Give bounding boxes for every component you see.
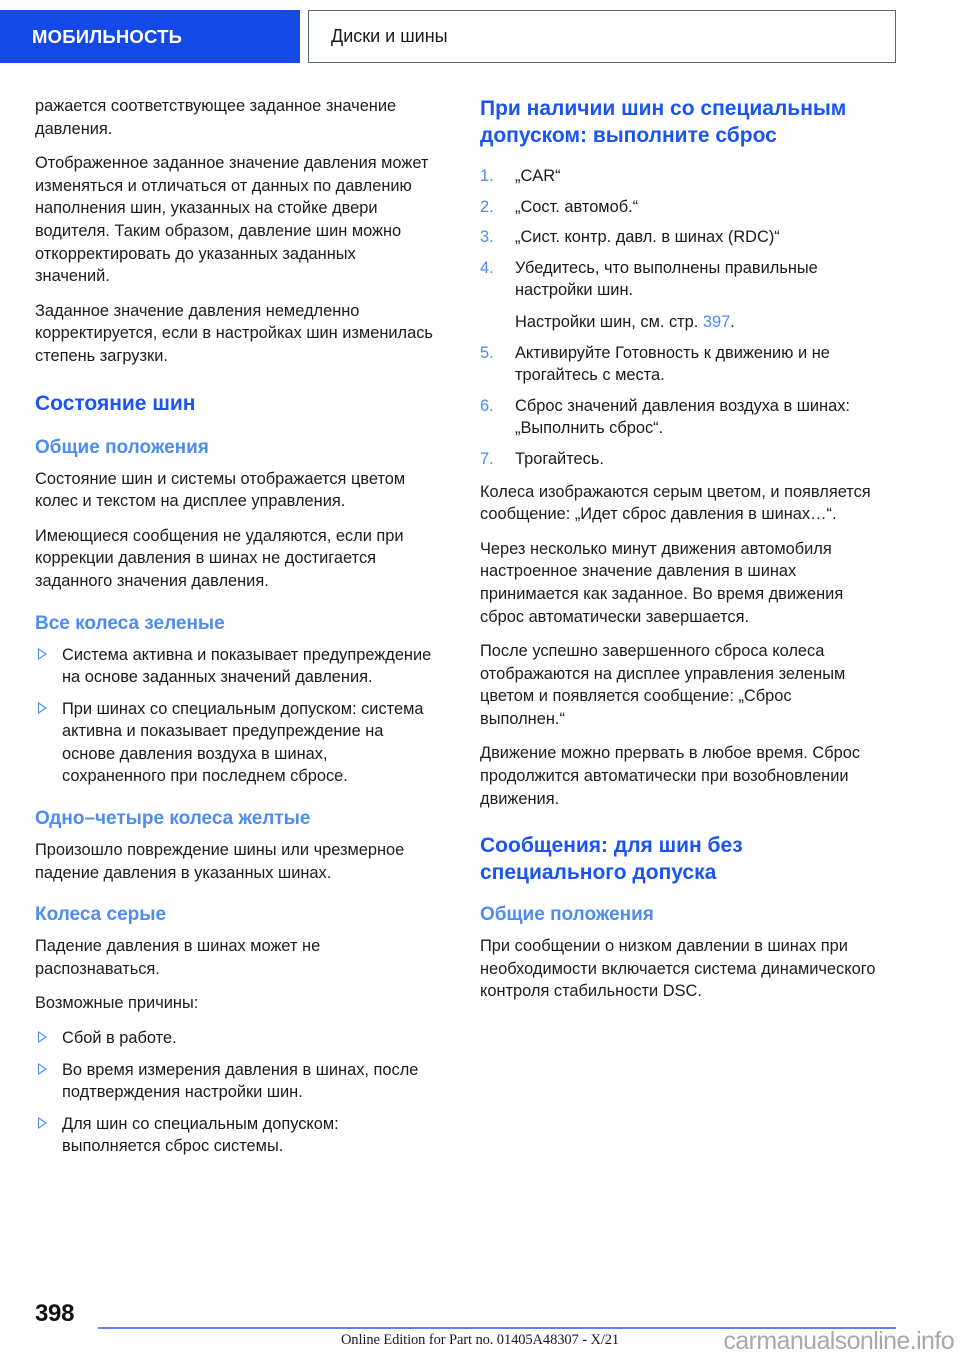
site-watermark: carmanualsonline.info xyxy=(723,1327,954,1355)
heading-tire-state: Состояние шин xyxy=(35,391,196,415)
bullet-list-green xyxy=(35,644,435,789)
paragraph-possible-causes: Возможные причины: xyxy=(35,994,199,1013)
section-label: Диски и шины xyxy=(331,26,448,46)
list-item xyxy=(480,342,880,387)
heading-special-approval-reset: При наличии шин со специальным допуском: выполните сброс xyxy=(480,97,847,147)
step-number: 7. xyxy=(480,449,494,468)
paragraph-state-display: Состояние шин и системы отображается цветом колес и текстом на дисплее управления. xyxy=(35,469,406,511)
step-number: 4. xyxy=(480,258,494,277)
page-header xyxy=(0,10,896,63)
list-item-text: Во время измерения давления в шинах, после подтверждения настройки шин. xyxy=(62,1060,419,1102)
list-item xyxy=(480,196,880,219)
numbered-step-list xyxy=(480,165,880,471)
crossreference-suffix: . xyxy=(730,312,735,331)
paragraph-interrupt-drive: Движение можно прервать в любое время. Сброс продолжится автоматически при возобновлении движения. xyxy=(480,744,861,808)
triangle-bullet-icon xyxy=(38,648,47,660)
heading-wheels-yellow: Одно–четыре колеса желтые xyxy=(35,808,311,830)
triangle-bullet-icon xyxy=(38,702,47,714)
triangle-bullet-icon xyxy=(38,1063,47,1075)
paragraph-reset-success: После успешно завершенного сброса колеса отображаются на дисплее управления зеленым цветом и появляется сообщение: „Сброс выполнен.“ xyxy=(480,642,846,728)
list-item xyxy=(480,165,880,188)
heading-general-left: Общие положения xyxy=(35,436,209,458)
list-item xyxy=(35,698,435,788)
step-text: „Сост. автомоб.“ xyxy=(515,197,639,216)
step-text: „CAR“ xyxy=(515,167,561,185)
paragraph-after-minutes-driving: Через несколько минут движения автомобиля настроенное значение давления в шинах принимается как заданное. Во время движения сброс автоматически завершается. xyxy=(480,539,844,626)
crossreference-prefix: Настройки шин, см. стр. xyxy=(515,312,703,331)
paragraph-pressure-drop-undetected: Падение давления в шинах может не распознаваться. xyxy=(35,937,321,978)
triangle-bullet-icon xyxy=(38,1117,47,1129)
list-item xyxy=(480,226,880,249)
step-number: 1. xyxy=(480,167,494,185)
right-column xyxy=(480,95,880,1015)
list-item xyxy=(480,257,880,334)
list-item xyxy=(35,1113,435,1158)
triangle-bullet-icon xyxy=(38,1031,47,1043)
list-item-text: Сбой в работе. xyxy=(62,1029,177,1048)
paragraph-messages-not-deleted: Имеющиеся сообщения не удаляются, если при коррекции давления в шинах не достигается заданного значения давления. xyxy=(35,526,404,590)
left-column xyxy=(35,95,435,1168)
list-item xyxy=(480,395,880,440)
heading-general-right: Общие положения xyxy=(480,904,654,926)
step-text: Трогайтесь. xyxy=(515,449,604,468)
step-number: 5. xyxy=(480,343,494,362)
step-crossreference xyxy=(515,311,880,334)
page-footer xyxy=(0,1294,960,1362)
step-number: 3. xyxy=(480,228,494,247)
paragraph-setpoint-correction: Заданное значение давления немедленно корректируется, если в настройках шин изменилась степень загрузки. xyxy=(35,301,433,365)
section-tab xyxy=(308,10,896,63)
list-item xyxy=(35,644,435,689)
header-gap xyxy=(300,10,308,63)
step-text: Активируйте Готовность к движению и не трогайтесь с места. xyxy=(515,343,830,385)
heading-all-wheels-green: Все колеса зеленые xyxy=(35,612,225,634)
list-item-text: Для шин со специальным допуском: выполняется сброс системы. xyxy=(62,1114,339,1156)
list-item xyxy=(35,1027,435,1050)
paragraph-continued: ражается соответствующее заданное значение давления. xyxy=(35,97,397,138)
heading-messages-without-approval: Сообщения: для шин без специального допуска xyxy=(480,834,743,885)
step-text: „Сист. контр. давл. в шинах (RDC)“ xyxy=(515,228,780,247)
paragraph-displayed-setpoint: Отображенное заданное значение давления может изменяться и отличаться от данных по давлению наполнения шин, указанных на стойке двери водителя. Таким образом, давление шин можно откорректировать до указанных заданных значений. xyxy=(35,154,429,286)
edition-notice: Online Edition for Part no. 01405A48307 - X/21 xyxy=(340,1332,620,1348)
chapter-tab xyxy=(0,10,300,63)
list-item xyxy=(35,1059,435,1104)
step-text: Сброс значений давления воздуха в шинах: „Выполнить сброс“. xyxy=(515,396,850,438)
page-number: 398 xyxy=(35,1300,75,1327)
chapter-label: МОБИЛЬНОСТЬ xyxy=(32,25,183,47)
list-item xyxy=(480,448,880,471)
list-item-text: Система активна и показывает предупреждение на основе заданных значений давления. xyxy=(62,645,432,687)
step-number: 6. xyxy=(480,396,494,415)
list-item-text: При шинах со специальным допуском: система активна и показывает предупреждение на основе давления воздуха в шинах, сохраненного при последнем сбросе. xyxy=(62,699,424,786)
heading-wheels-grey: Колеса серые xyxy=(35,904,167,926)
bullet-list-causes xyxy=(35,1027,435,1158)
step-number: 2. xyxy=(480,197,494,216)
paragraph-tire-damage: Произошло повреждение шины или чрезмерное падение давления в указанных шинах. xyxy=(35,841,405,882)
page-reference-link[interactable]: 397 xyxy=(702,312,731,331)
step-text: Убедитесь, что выполнены правильные настройки шин. xyxy=(515,258,818,300)
paragraph-wheels-grey-message: Колеса изображаются серым цветом, и появляется сообщение: „Идет сброс давления в шинах…“. xyxy=(480,482,871,524)
paragraph-dsc-activation: При сообщении о низком давлении в шинах при необходимости включается система динамического контроля стабильности DSC. xyxy=(480,937,876,1001)
